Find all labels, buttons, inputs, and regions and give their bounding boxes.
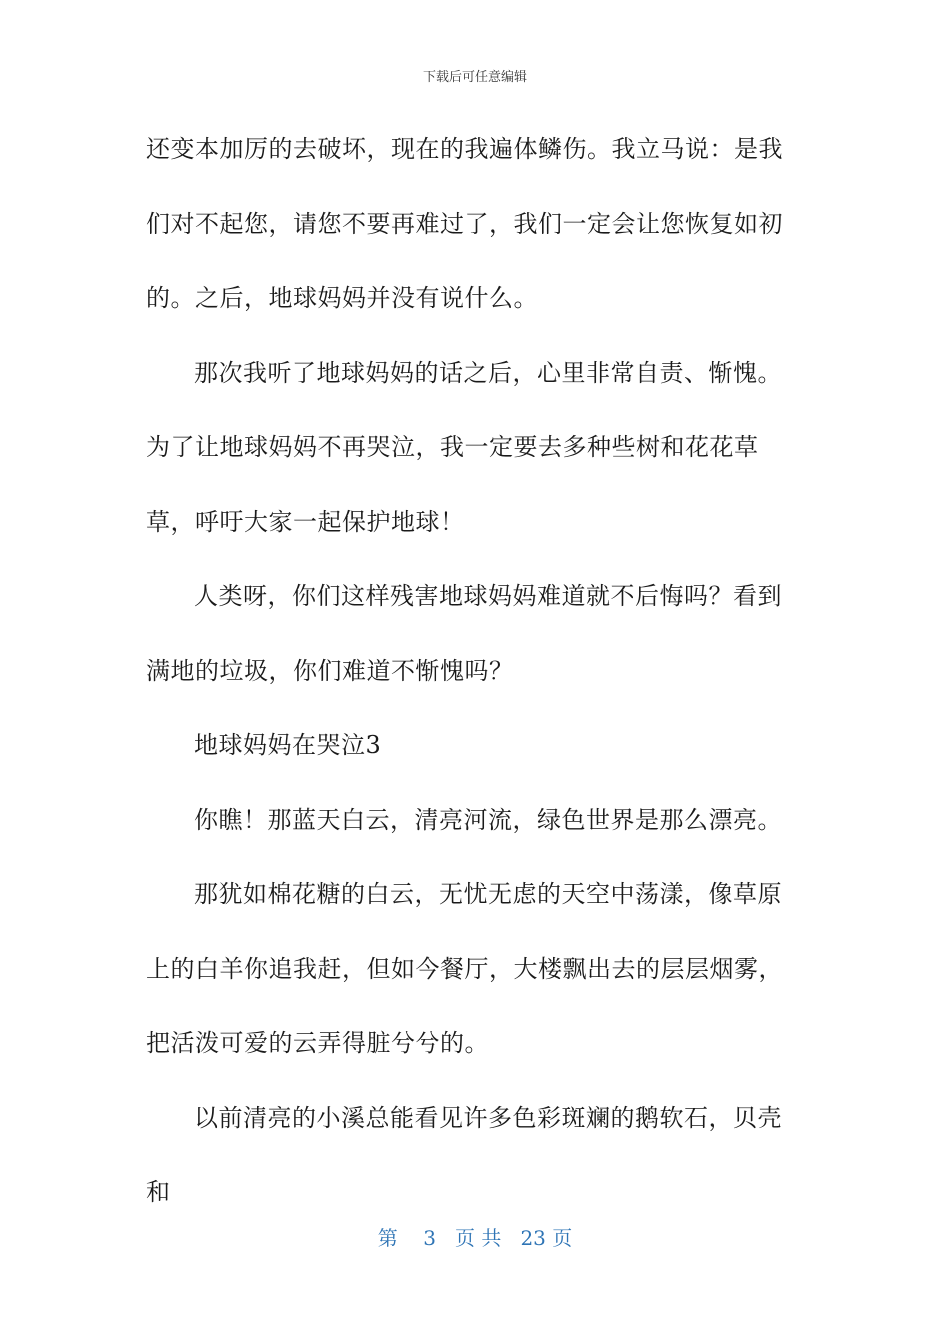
document-body	[146, 112, 806, 1230]
footer-prefix: 第	[377, 1226, 398, 1250]
paragraph: 以前清亮的小溪总能看见许多色彩斑斓的鹅软石，贝壳和	[146, 1103, 782, 1206]
page-footer	[0, 1222, 950, 1251]
paragraph: 你瞧！那蓝天白云，清亮河流，绿色世界是那么漂亮。	[194, 805, 782, 834]
current-page-number: 3	[423, 1226, 436, 1250]
paragraph: 人类呀，你们这样残害地球妈妈难道就不后悔吗？看到满地的垃圾，你们难道不惭愧吗？	[146, 582, 782, 685]
page-header: 下载后可任意编辑	[422, 70, 527, 85]
paragraph: 那犹如棉花糖的白云，无忧无虑的天空中荡漾，像草原上的白羊你追我赶，但如今餐厅，大楼飘出去的层层烟雾，把活泼可爱的云弄得脏兮兮的。	[146, 880, 783, 1057]
section-heading: 地球妈妈在哭泣3	[194, 731, 382, 759]
paragraph: 还变本加厉的去破坏，现在的我遍体鳞伤。我立马说：是我们对不起您，请您不要再难过了，我们一定会让您恢复如初的。之后，地球妈妈并没有说什么。	[146, 135, 783, 312]
footer-suffix: 页	[552, 1226, 573, 1250]
total-pages-number: 23	[520, 1226, 546, 1250]
footer-middle: 页 共	[455, 1226, 502, 1250]
paragraph: 那次我听了地球妈妈的话之后，心里非常自责、惭愧。为了让地球妈妈不再哭泣，我一定要去多种些树和花花草草，呼吁大家一起保护地球！	[146, 358, 782, 536]
